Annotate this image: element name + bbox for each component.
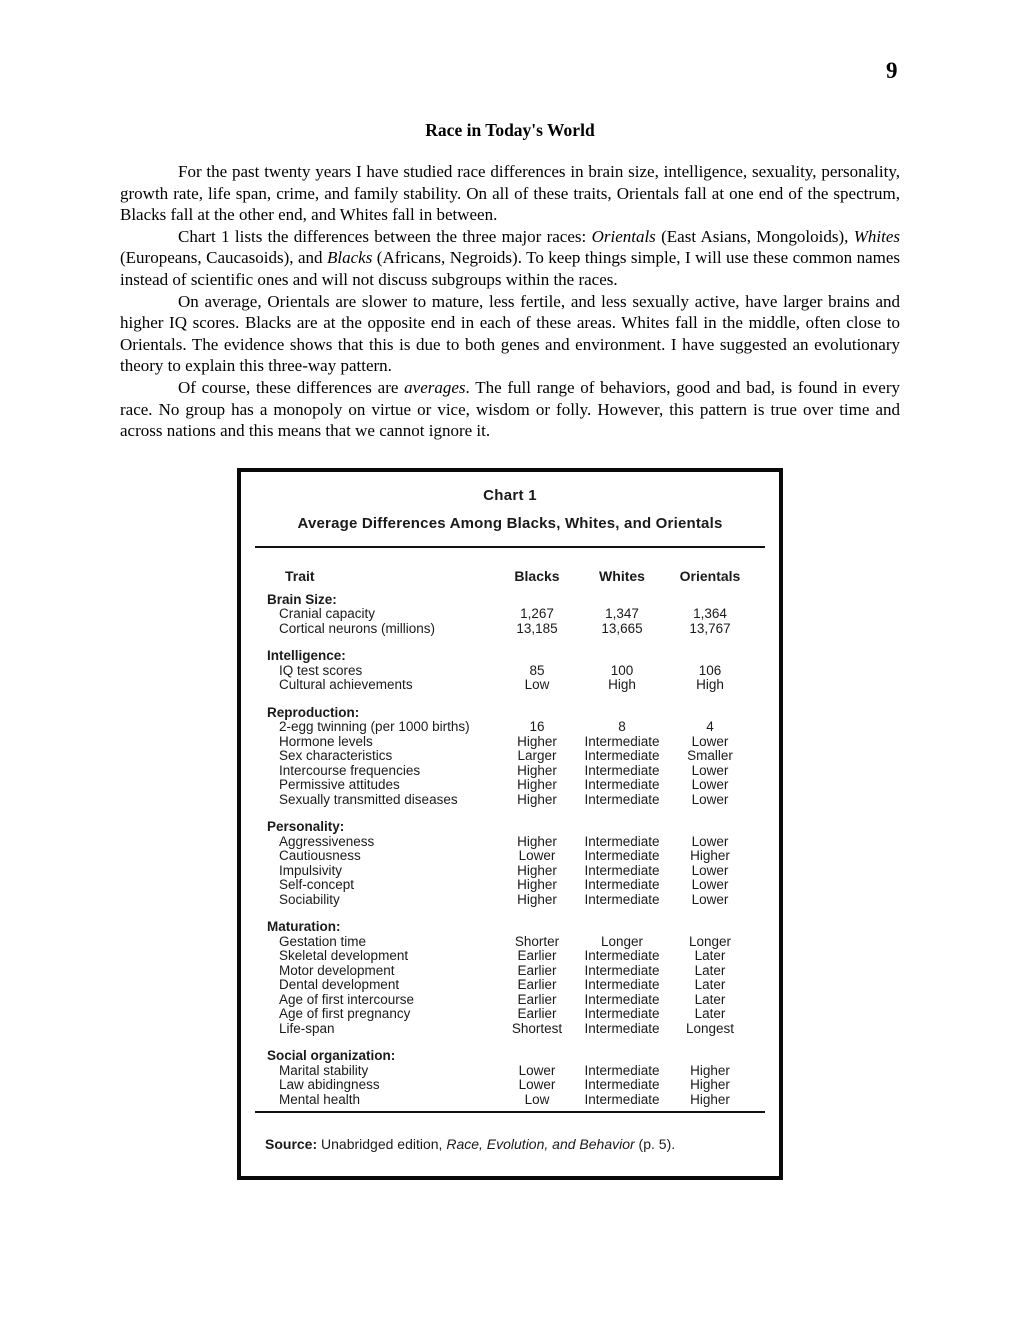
trait-value: 1,347 (605, 606, 639, 621)
trait-value: Intermediate (584, 791, 660, 807)
table-row (241, 1007, 779, 1022)
text-segment: Whites (853, 226, 901, 246)
table-row (241, 993, 779, 1008)
trait-label: Law abidingness (279, 1077, 380, 1092)
trait-value: Lower (691, 762, 729, 778)
trait-value: Lower (691, 891, 729, 907)
text-segment: averages (404, 377, 466, 397)
paragraph-2 (120, 226, 900, 291)
trait-value: 1,267 (520, 606, 554, 621)
trait-value: Intermediate (584, 862, 660, 878)
paragraph-1 (120, 161, 900, 226)
text-segment: (Europeans, Caucasoids), and (120, 248, 327, 268)
trait-value: Higher (690, 1091, 730, 1107)
trait-value: Later (694, 1006, 726, 1021)
trait-value: Lower (691, 862, 729, 878)
source-text (317, 1136, 675, 1152)
trait-value: Larger (517, 748, 557, 763)
trait-value: Longer (600, 933, 644, 949)
section-label: Brain Size: (267, 591, 337, 607)
text-segment: (East Asians, Mongoloids), (655, 226, 854, 246)
trait-value: Intermediate (584, 1062, 660, 1078)
trait-label: Sex characteristics (279, 748, 393, 763)
source-line (265, 1136, 759, 1153)
table-row (241, 1078, 779, 1093)
trait-label: Cranial capacity (279, 606, 376, 621)
text-segment: Blacks (327, 248, 373, 268)
table-row (241, 749, 779, 764)
trait-label: Gestation time (279, 933, 367, 949)
trait-value: Higher (690, 1062, 730, 1078)
text-segment: Orientals (591, 226, 656, 246)
section-header (241, 593, 779, 608)
trait-value: Later (694, 948, 726, 963)
trait-value: Intermediate (584, 762, 660, 778)
trait-label: Sexually transmitted diseases (279, 791, 458, 807)
trait-label: Motor development (279, 962, 395, 978)
trait-value: Earlier (517, 991, 557, 1007)
trait-label: Mental health (279, 1091, 361, 1107)
paragraph-4 (120, 377, 900, 442)
trait-value: 16 (529, 719, 545, 734)
trait-value: 13,767 (689, 620, 731, 636)
source-label: Source: (265, 1136, 318, 1152)
table-row (241, 849, 779, 864)
text-segment: Chart 1 lists the differences between the three major races: (178, 226, 592, 246)
trait-value: Higher (690, 848, 730, 863)
trait-value: Higher (517, 833, 557, 849)
trait-value: 100 (610, 662, 634, 678)
trait-value: 1,364 (693, 606, 727, 621)
trait-value: Intermediate (584, 848, 660, 863)
table-row (241, 1022, 779, 1037)
trait-value: 13,185 (516, 620, 558, 636)
chart-title: Chart 1 (483, 487, 537, 504)
trait-value: Intermediate (584, 962, 660, 978)
trait-value: Intermediate (584, 1077, 660, 1092)
table-row (241, 835, 779, 850)
trait-label: Dental development (279, 977, 400, 992)
text-segment: Race, Evolution, and Behavior (446, 1136, 635, 1152)
body-text (120, 161, 900, 442)
trait-value: Earlier (517, 962, 557, 978)
table-row (241, 720, 779, 735)
trait-label: 2-egg twinning (per 1000 births) (279, 719, 470, 734)
table-row (241, 778, 779, 793)
table-header-row (241, 569, 779, 584)
text-segment: (Africans, Negroids). To keep things simple, I will use these common names instead of scientific ones and will not discuss subgroups within the races. (120, 248, 900, 289)
trait-label: Cultural achievements (279, 677, 413, 692)
section-label: Reproduction: (267, 704, 360, 720)
trait-value: Intermediate (584, 991, 660, 1007)
trait-value: Longer (688, 933, 732, 949)
trait-value: Higher (517, 891, 557, 907)
trait-label: Age of first pregnancy (279, 1006, 411, 1021)
trait-value: Higher (517, 862, 557, 878)
table-row (241, 764, 779, 779)
trait-value: Intermediate (584, 733, 660, 749)
trait-value: Intermediate (584, 833, 660, 849)
table-row (241, 1093, 779, 1108)
column-header-orientals: Orientals (679, 568, 741, 584)
trait-value: Lower (691, 791, 729, 807)
table-row (241, 964, 779, 979)
section-label: Maturation: (267, 919, 341, 934)
trait-value: Later (694, 962, 726, 978)
column-header-whites: Whites (599, 568, 645, 584)
trait-value: 13,665 (601, 620, 643, 636)
text-segment: For the past twenty years I have studied race differences in brain size, intelligence, sexuality, personality, growth rate, life span, crime, and family stability. On all of these traits, Orientals fall at one end of the spectrum, Blacks fall at the other end, and Whites fall in between. (120, 162, 900, 225)
trait-value: Intermediate (584, 891, 660, 907)
trait-value: Lower (518, 1062, 556, 1078)
trait-value: Intermediate (584, 1020, 660, 1036)
trait-label: Cautiousness (279, 848, 361, 863)
trait-value: Lower (518, 1077, 556, 1092)
trait-value: Higher (690, 1077, 730, 1092)
trait-value: Low (524, 677, 550, 692)
trait-value: Higher (517, 762, 557, 778)
trait-value: Intermediate (584, 777, 660, 792)
trait-value: Higher (517, 777, 557, 792)
trait-value: High (608, 677, 636, 692)
trait-label: Cortical neurons (millions) (279, 620, 436, 636)
trait-value: High (696, 677, 724, 692)
trait-value: Smaller (687, 748, 733, 763)
trait-value: Higher (517, 733, 557, 749)
column-header-trait: Trait (285, 568, 315, 584)
trait-value: Higher (517, 791, 557, 807)
text-segment: . The full range of behaviors, good and bad, is found in every race. No group has a monopoly on virtue or vice, wisdom or folly. However, this pattern is true over time and across nations and this means that we cannot ignore it. (120, 377, 900, 441)
trait-value: Higher (517, 877, 557, 892)
trait-label: Hormone levels (279, 733, 373, 749)
page-title: Race in Today's World (425, 120, 595, 140)
trait-label: Permissive attitudes (279, 777, 400, 792)
trait-label: IQ test scores (279, 662, 363, 678)
text-segment: Of course, these differences are (178, 377, 405, 397)
section-header (241, 649, 779, 664)
trait-value: Lower (691, 733, 729, 749)
trait-value: Intermediate (584, 877, 660, 892)
trait-label: Marital stability (279, 1062, 369, 1078)
table-row (241, 935, 779, 950)
header-divider (255, 546, 765, 548)
trait-label: Age of first intercourse (279, 991, 415, 1007)
page-number: 9 (886, 58, 898, 83)
column-header-blacks: Blacks (514, 568, 560, 584)
trait-value: 106 (698, 662, 722, 678)
trait-label: Skeletal development (279, 948, 409, 963)
section-label: Personality: (267, 819, 345, 834)
section-header (241, 920, 779, 935)
table-row (241, 1064, 779, 1079)
section-header (241, 1049, 779, 1064)
trait-value: 4 (706, 719, 714, 734)
trait-value: Intermediate (584, 977, 660, 992)
trait-value: Shortest (511, 1020, 563, 1036)
trait-label: Self-concept (279, 877, 355, 892)
table-row (241, 735, 779, 750)
table-row (241, 678, 779, 693)
text-segment: On average, Orientals are slower to mature, less fertile, and less sexually active, have larger brains and higher IQ scores. Blacks are at the opposite end in each of these areas. Whites fall in the middle, often close to Orientals. The evidence shows that this is due to both genes and environment. I have suggested an evolutionary theory to explain this three-way pattern. (120, 291, 900, 376)
trait-label: Aggressiveness (279, 833, 375, 849)
trait-value: Lower (691, 833, 729, 849)
section-header (241, 706, 779, 721)
trait-label: Intercourse frequencies (279, 762, 421, 778)
trait-value: Low (524, 1091, 550, 1107)
section-label: Intelligence: (267, 648, 346, 663)
trait-label: Impulsivity (279, 862, 343, 878)
trait-label: Life-span (279, 1020, 335, 1036)
text-segment: (p. 5). (634, 1136, 676, 1152)
table-row (241, 864, 779, 879)
trait-value: 8 (618, 719, 626, 734)
text-segment: Unabridged edition, (317, 1136, 447, 1152)
trait-value: Earlier (517, 948, 557, 963)
trait-value: Later (694, 991, 726, 1007)
table-row (241, 878, 779, 893)
trait-value: Intermediate (584, 948, 660, 963)
table-row (241, 793, 779, 808)
trait-label: Sociability (279, 891, 340, 907)
table-row (241, 893, 779, 908)
trait-value: Lower (518, 848, 556, 863)
chart-box (237, 468, 783, 1180)
table-row (241, 664, 779, 679)
section-label: Social organization: (267, 1048, 396, 1063)
footer-divider (255, 1111, 765, 1113)
trait-value: Shorter (514, 933, 560, 949)
trait-value: Intermediate (584, 1006, 660, 1021)
trait-value: 85 (529, 662, 545, 678)
trait-value: Lower (691, 777, 729, 792)
trait-value: Lower (691, 877, 729, 892)
section-header (241, 820, 779, 835)
trait-value: Intermediate (584, 1091, 660, 1107)
trait-value: Later (694, 977, 726, 992)
chart-table-body (241, 593, 779, 1108)
paragraph-3 (120, 291, 900, 377)
trait-value: Intermediate (584, 748, 660, 763)
trait-value: Longest (685, 1020, 735, 1036)
table-row (241, 978, 779, 993)
trait-value: Earlier (517, 1006, 557, 1021)
trait-value: Earlier (517, 977, 557, 992)
table-row (241, 622, 779, 637)
table-row (241, 949, 779, 964)
table-row (241, 607, 779, 622)
chart-subtitle: Average Differences Among Blacks, Whites, and Orientals (297, 515, 723, 532)
